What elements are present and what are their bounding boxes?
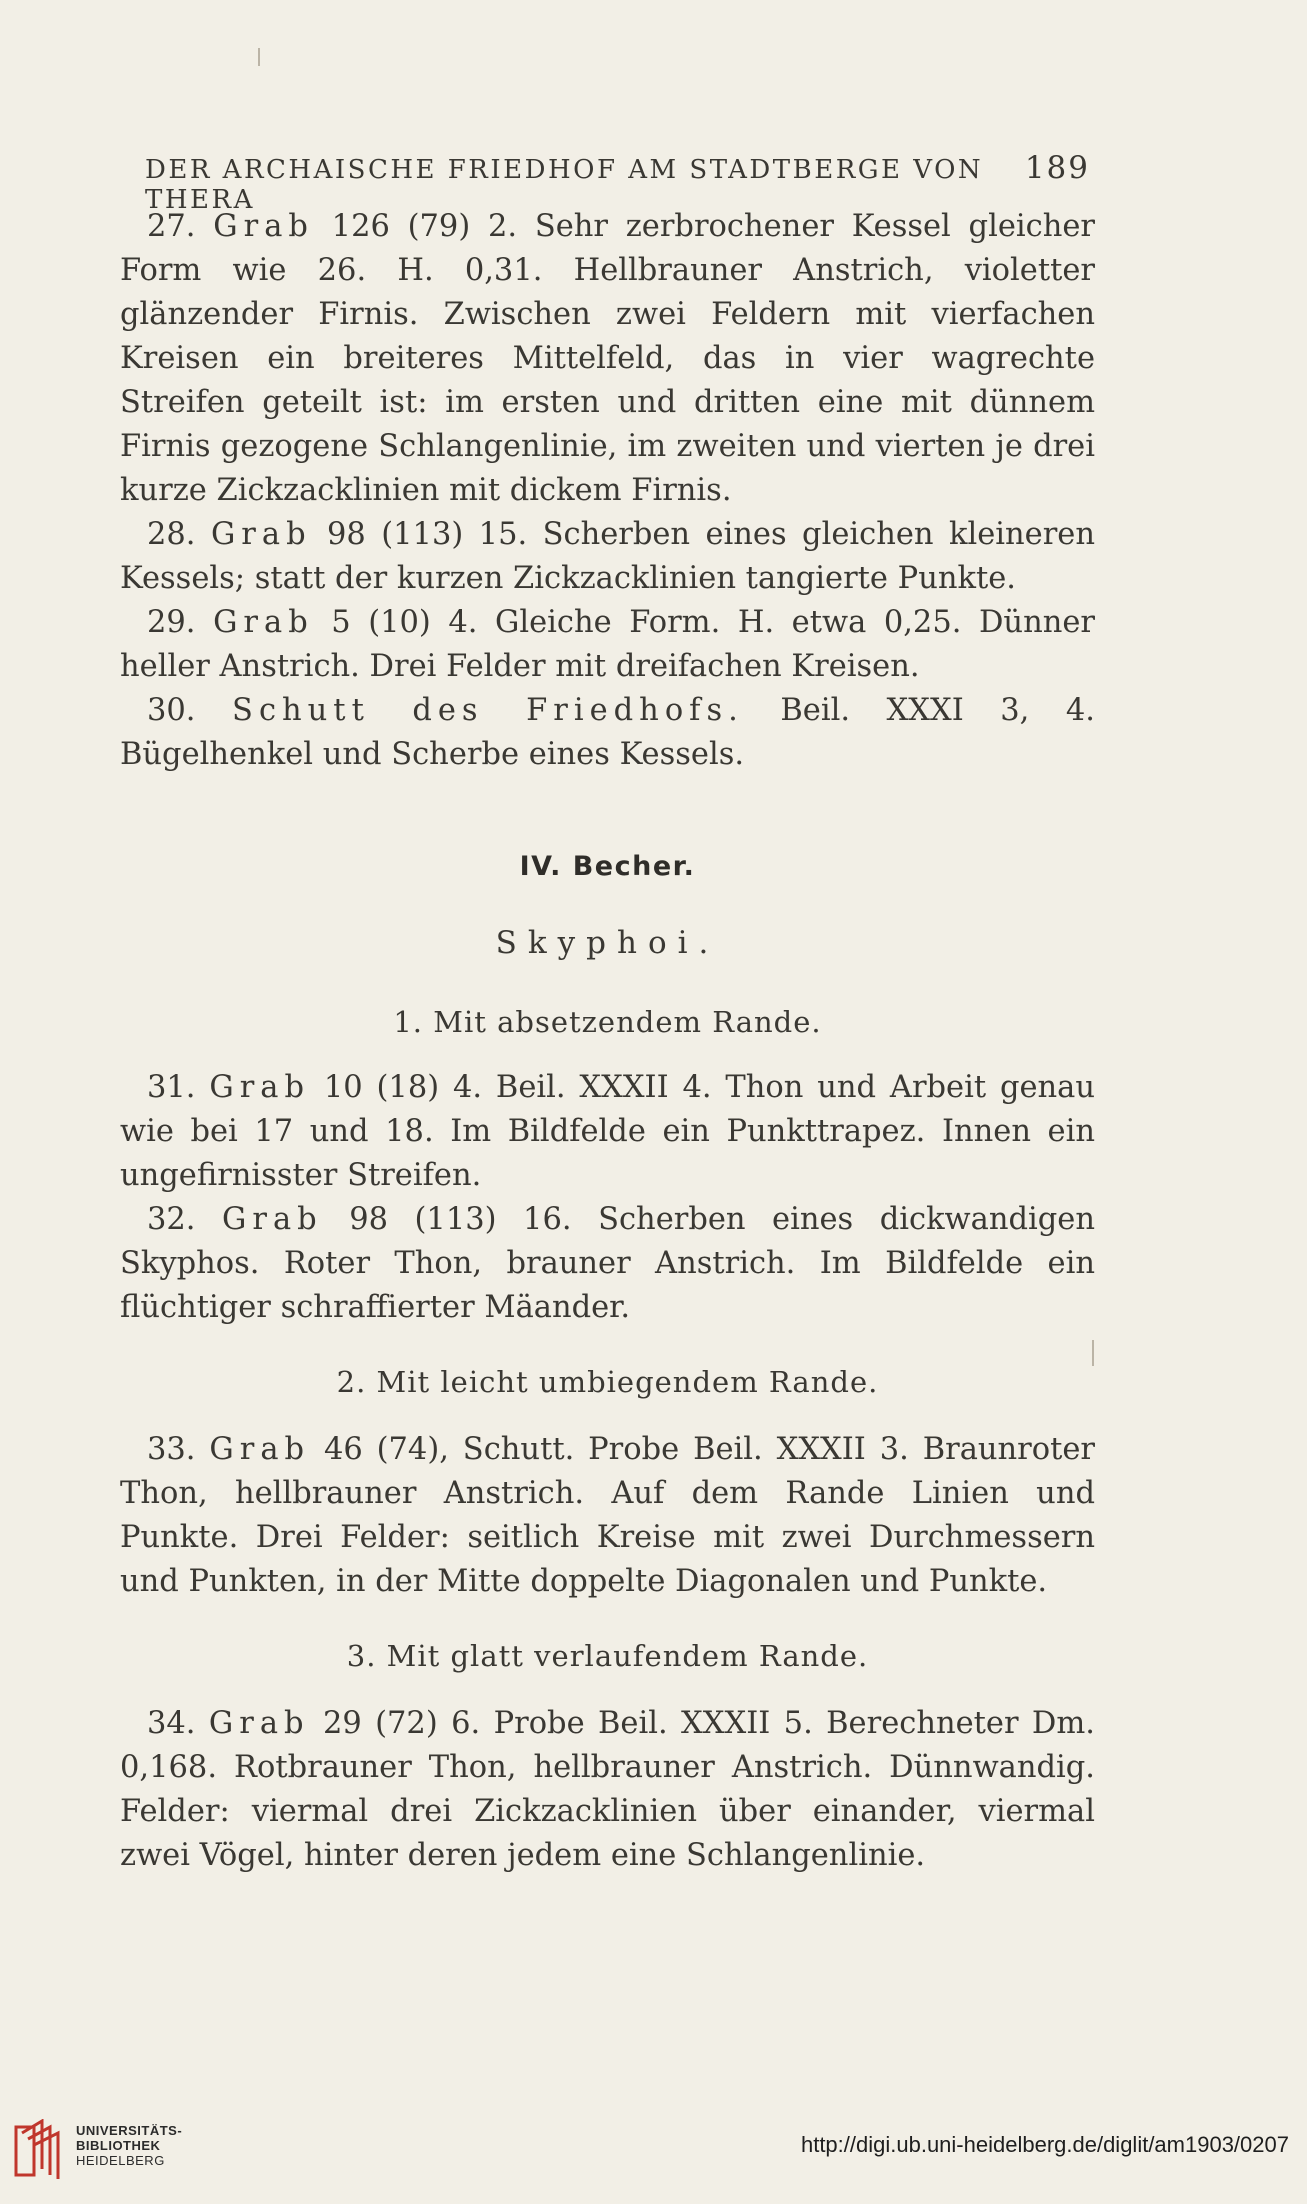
grave-label: Grab [222, 1202, 323, 1237]
library-name-line: HEIDELBERG [76, 2153, 165, 2168]
entry-text: 98 (113) 16. Scherben eines dickwandigen Skyphos. Roter Thon, brauner Anstrich. Im Bildfelde ein flüchtiger schraffierter Mäander. [120, 1202, 1095, 1325]
grave-label: Grab [213, 209, 314, 244]
section-subheading: Skyphoi. [495, 925, 720, 961]
grave-label: Grab [209, 1432, 311, 1467]
entry-text: 46 (74), Schutt. Probe Beil. XXXII 3. Braunroter Thon, hellbrauner Anstrich. Auf dem Rande Linien und Punkte. Drei Felder: seitlich Kreise mit zwei Durchmessern und Punkten, in der Mitte doppelte Diagonalen und Punkte. [120, 1432, 1096, 1599]
grave-label: Grab [210, 517, 312, 552]
entry-number: 33. [147, 1432, 196, 1467]
entry-31 [120, 1066, 1095, 1198]
library-logo-icon [12, 2119, 64, 2181]
category-heading-1: 1. Mit absetzendem Rande. [393, 1005, 822, 1039]
entry-text: Beil. XXXI 3, 4. Bügelhenkel und Scherbe eines Kessels. [120, 693, 1095, 772]
entry-27 [120, 205, 1095, 513]
category-heading-2: 2. Mit leicht umbiegendem Rande. [336, 1365, 879, 1399]
page-number: 189 [1024, 150, 1090, 186]
running-title: DER ARCHAISCHE FRIEDHOF AM STADTBERGE VON THERA [145, 155, 984, 215]
entry-33 [120, 1428, 1095, 1604]
category-heading-3: 3. Mit glatt verlaufendem Rande. [346, 1639, 869, 1673]
library-name [76, 2123, 182, 2168]
digitization-footer [0, 2105, 1307, 2204]
body-text [120, 205, 1095, 1878]
scan-mark [258, 48, 260, 66]
grave-label: Schutt des Friedhofs. [232, 693, 744, 728]
entry-text: 98 (113) 15. Scherben eines gleichen kleineren Kessels; statt der kurzen Zickzacklinien tangierte Punkte. [120, 517, 1095, 596]
entry-number: 29. [147, 605, 196, 640]
grave-label: Grab [213, 605, 314, 640]
entry-text: 29 (72) 6. Probe Beil. XXXII 5. Berechneter Dm. 0,168. Rotbrauner Thon, hellbrauner Anstrich. Dünnwandig. Felder: viermal drei Zickzacklinien über einander, viermal zwei Vögel, hinter deren jedem eine Schlangenlinie. [120, 1706, 1095, 1873]
library-name-line: UNIVERSITÄTS- [76, 2123, 183, 2138]
entry-number: 28. [147, 517, 196, 552]
entry-number: 34. [147, 1706, 196, 1741]
entry-number: 30. [147, 693, 196, 728]
entry-number: 31. [147, 1070, 196, 1105]
entry-text: 10 (18) 4. Beil. XXXII 4. Thon und Arbeit genau wie bei 17 und 18. Im Bildfelde ein Punkttrapez. Innen ein ungefirnisster Streifen. [120, 1070, 1095, 1193]
entry-28 [120, 513, 1095, 601]
entry-34 [120, 1702, 1095, 1878]
entry-number: 27. [147, 209, 196, 244]
entry-text: 5 (10) 4. Gleiche Form. H. etwa 0,25. Dünner heller Anstrich. Drei Felder mit dreifachen Kreisen. [120, 605, 1095, 684]
section-heading: IV. Becher. [519, 851, 696, 882]
entry-number: 32. [147, 1202, 196, 1237]
entry-32 [120, 1198, 1095, 1330]
grave-label: Grab [209, 1070, 311, 1105]
grave-label: Grab [208, 1706, 310, 1741]
entry-30 [120, 689, 1095, 777]
entry-29 [120, 601, 1095, 689]
library-name-line: BIBLIOTHEK [76, 2138, 161, 2153]
permalink-url[interactable]: http://digi.ub.uni-heidelberg.de/diglit/am1903/0207 [800, 2132, 1289, 2157]
entry-text: 126 (79) 2. Sehr zerbrochener Kessel gleicher Form wie 26. H. 0,31. Hellbrauner Anstrich, violetter glänzender Firnis. Zwischen zwei Feldern mit vierfachen Kreisen ein breiteres Mittelfeld, das in vier wagrechte Streifen geteilt ist: im ersten und dritten eine mit dünnem Firnis gezogene Schlangenlinie, im zweiten und vierten je drei kurze Zickzacklinien mit dickem Firnis. [120, 209, 1095, 508]
